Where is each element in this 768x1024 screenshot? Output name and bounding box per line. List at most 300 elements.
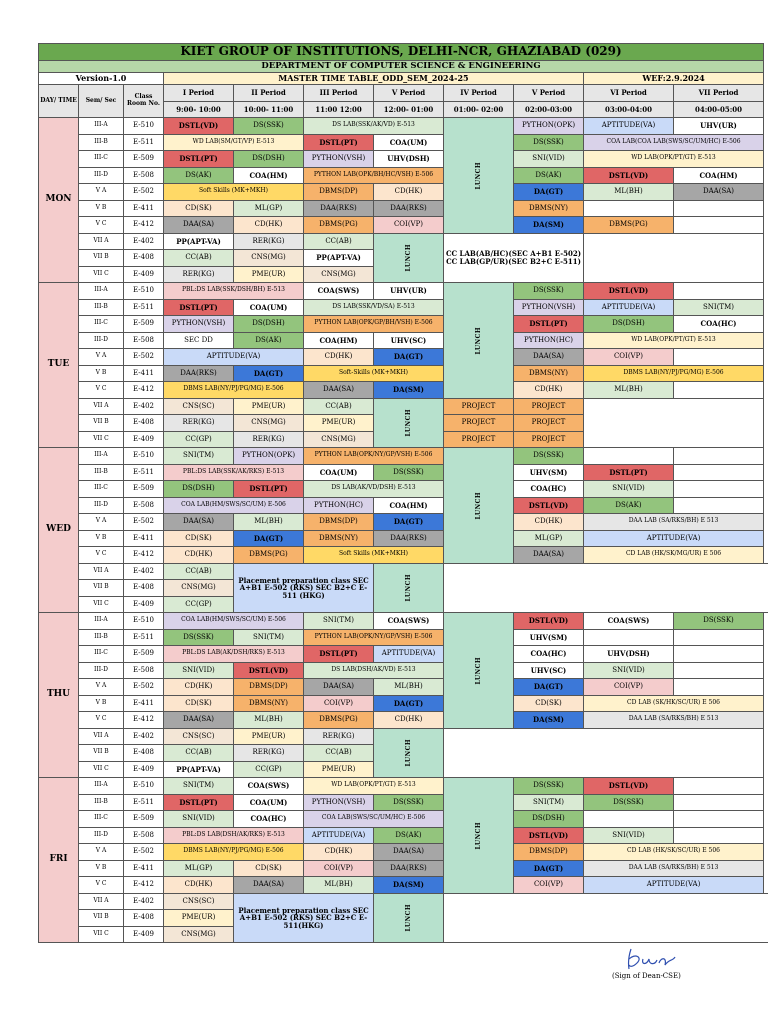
section-cell: V C [79,547,124,564]
period-header: III Period [304,85,374,102]
class-cell: DSTL(VD) [234,662,304,679]
class-cell: APTITUDE(VA) [584,299,674,316]
class-cell: PYTHON(OPK) [234,448,304,465]
room-cell: E-411 [124,860,164,877]
class-cell: PYTHON(OPK) [514,118,584,135]
class-cell: DBMS LAB(NY/PJ/PG/MG) E-506 [164,382,304,399]
class-cell: COA(HC) [514,481,584,498]
section-cell: VII A [79,233,124,250]
class-cell: DAA(SA) [374,844,444,861]
class-cell: DS(SSK) [374,794,444,811]
room-cell: E-508 [124,497,164,514]
class-cell: CD LAB (HK/SK/SC/UR) E 506 [584,844,764,861]
class-cell: APTITUDE(VA) [584,118,674,135]
class-cell: DSTL(VD) [584,778,674,795]
time-header: 03:00-04:00 [584,101,674,118]
section-cell: III-D [79,827,124,844]
section-cell: VII A [79,398,124,415]
class-cell: UHV(UR) [374,283,444,300]
placement-block: Placement preparation class SEC A+B1 E-502 (RKS) SEC B2+C E-511 (HKG) [234,563,374,613]
section-cell: VII C [79,926,124,943]
class-cell: DS(SSK) [514,283,584,300]
empty-cell [674,646,764,663]
class-cell: CD(SK) [164,200,234,217]
room-cell: E-510 [124,613,164,630]
class-cell: PYTHON LAB(OPK/NY/GP/VSH) E-506 [304,629,444,646]
class-cell: DBMS(DP) [234,679,304,696]
class-cell: CNS(MG) [164,926,234,943]
class-cell: CD LAB (HK/SK/MG/UR) E 506 [584,547,764,564]
class-cell: CD(SK) [164,695,234,712]
class-cell: DS(SSK) [514,448,584,465]
class-cell: Soft-Skills (MK+MKH) [304,365,444,382]
section-cell: VII C [79,266,124,283]
class-cell: COA(UM) [234,794,304,811]
class-cell: COA(SWS) [304,283,374,300]
class-cell: PME(UR) [234,398,304,415]
period-header: I Period [164,85,234,102]
class-cell: COA(UM) [234,299,304,316]
section-cell: V B [79,860,124,877]
room-cell: E-402 [124,893,164,910]
class-cell: RER(KG) [304,728,374,745]
class-cell: DSTL(PT) [164,794,234,811]
empty-cell [674,217,764,234]
class-cell: WD LAB(OPK/PT/GT) E-513 [584,332,764,349]
section-cell: III-D [79,662,124,679]
class-cell: DSTL(VD) [584,167,674,184]
section-cell: III-B [79,794,124,811]
day-wed: WED [39,448,79,613]
lunch-label: LUNCH [404,738,412,767]
class-cell: DA(GT) [514,860,584,877]
class-cell: DAA(RKS) [374,200,444,217]
period-header: IV Period [444,85,514,102]
room-cell: E-409 [124,761,164,778]
dean-signature [603,945,723,973]
class-cell: DS(SSK) [164,629,234,646]
room-cell: E-402 [124,728,164,745]
section-cell: III-D [79,167,124,184]
lunch-block [444,613,514,729]
room-cell: E-412 [124,217,164,234]
class-cell: WD LAB(SM/GT/VP) E-513 [164,134,304,151]
lunch-block [374,233,444,283]
empty-cell [674,827,764,844]
lunch-label: LUNCH [474,326,482,355]
class-cell: DA(GT) [234,530,304,547]
class-cell: APTITUDE(VA) [304,827,374,844]
class-cell: CD(HK) [514,382,584,399]
class-cell: DBMS LAB(NY/PJ/PG/MG) E-506 [164,844,304,861]
class-cell: COI(VP) [584,349,674,366]
room-cell: E-509 [124,481,164,498]
class-cell: DAA(SA) [304,382,374,399]
class-cell: UHV(SM) [514,464,584,481]
class-cell: PME(UR) [304,415,374,432]
class-cell: PROJECT [514,415,584,432]
class-cell: DSTL(PT) [514,316,584,333]
class-cell: CD(HK) [374,712,444,729]
class-cell: SEC DD [164,332,234,349]
class-cell: PROJECT [444,398,514,415]
class-cell: DS(DSH) [234,316,304,333]
class-cell: CNS(MG) [234,415,304,432]
empty-cell [584,200,674,217]
class-cell: Soft Skills (MK+MKH) [164,184,304,201]
class-cell: DAA(RKS) [164,365,234,382]
section-cell: VII B [79,745,124,762]
class-cell: PP(APT-VA) [304,250,374,267]
room-cell: E-412 [124,382,164,399]
class-cell: DS LAB(AK/VD/DSH) E-513 [304,481,444,498]
class-cell: DS(AK) [164,167,234,184]
class-cell: DS(DSH) [234,151,304,168]
section-cell: III-C [79,811,124,828]
class-cell: SNI(VID) [584,662,674,679]
class-cell: UHV(UR) [674,118,764,135]
class-cell: RER(KG) [234,233,304,250]
section-cell: III-B [79,629,124,646]
section-cell: V A [79,679,124,696]
class-cell: PYTHON LAB(OPK/BH/HC/VSH) E-506 [304,167,444,184]
section-cell: III-B [79,464,124,481]
class-cell: CD(SK) [164,530,234,547]
class-cell: PYTHON(HC) [514,332,584,349]
class-cell: COA LAB(HM/SWS/SC/UM) E-506 [164,613,304,630]
room-cell: E-509 [124,646,164,663]
class-cell: DA(SM) [374,382,444,399]
class-cell: CC(AB) [164,563,234,580]
signature-caption: (Sign of Dean-CSE) [612,972,681,980]
class-cell: PYTHON(VSH) [514,299,584,316]
room-cell: E-508 [124,332,164,349]
class-cell: PBL:DS LAB(DSH/AK/RKS) E-513 [164,827,304,844]
class-cell: COI(VP) [374,217,444,234]
class-cell: UHV(SC) [514,662,584,679]
class-cell: APTITUDE(VA) [164,349,304,366]
room-cell: E-511 [124,629,164,646]
institute-title: KIET GROUP OF INSTITUTIONS, DELHI-NCR, GHAZIABAD (029) [39,44,764,61]
class-cell: PROJECT [514,431,584,448]
class-cell: SNI(VID) [514,151,584,168]
lunch-block [444,118,514,234]
section-cell: VII C [79,431,124,448]
class-cell: UHV(SC) [374,332,444,349]
class-cell: CC(AB) [304,233,374,250]
version-label: Version-1.0 [39,73,164,85]
section-cell: III-A [79,448,124,465]
class-cell: DAA(SA) [514,349,584,366]
room-cell: E-408 [124,250,164,267]
section-cell: III-C [79,646,124,663]
room-cell: E-511 [124,464,164,481]
class-cell: COI(VP) [514,877,584,894]
room-cell: E-510 [124,283,164,300]
class-cell: DBMS(DP) [304,184,374,201]
class-cell: COA LAB(COA LAB(SWS/SC/UM/HC) E-506 [584,134,764,151]
class-cell: DA(SM) [514,217,584,234]
class-cell: DAA(SA) [164,514,234,531]
section-cell: V A [79,514,124,531]
class-cell: DS(DSH) [514,811,584,828]
room-cell: E-502 [124,184,164,201]
lunch-block [444,283,514,399]
lunch-label: LUNCH [404,243,412,272]
class-cell: COI(VP) [304,695,374,712]
class-cell: CD(SK) [514,695,584,712]
class-cell: DSTL(PT) [164,299,234,316]
empty-cell [674,464,764,481]
class-cell: DA(GT) [374,349,444,366]
class-cell: COI(VP) [584,679,674,696]
section-cell: V C [79,382,124,399]
class-cell: DA(SM) [514,712,584,729]
empty-cell [674,794,764,811]
section-cell: VII B [79,250,124,267]
col-sem-sec: Sem/ Sec [79,85,124,118]
class-cell: CD(HK) [164,877,234,894]
section-cell: V B [79,695,124,712]
class-cell: PYTHON LAB(OPK/NY/GP/VSH) E-506 [304,448,444,465]
room-cell: E-402 [124,233,164,250]
class-cell: SNI(TM) [304,613,374,630]
class-cell: DAA LAB (SA/RKS/BH) E 513 [584,860,764,877]
class-cell: CNS(MG) [234,250,304,267]
time-header: 10:00- 11:00 [234,101,304,118]
class-cell: DA(SM) [374,877,444,894]
room-cell: E-411 [124,530,164,547]
lunch-block [374,563,444,613]
section-cell: VII A [79,893,124,910]
class-cell: DBMS(NY) [304,530,374,547]
section-cell: V C [79,877,124,894]
section-cell: V A [79,349,124,366]
class-cell: DSTL(VD) [164,118,234,135]
class-cell: ML(BH) [234,712,304,729]
class-cell: UHV(DSH) [584,646,674,663]
class-cell: SNI(VID) [164,662,234,679]
class-cell: DS(SSK) [514,778,584,795]
class-cell: ML(BH) [584,382,674,399]
class-cell: DS(SSK) [514,134,584,151]
class-cell: DAA(SA) [674,184,764,201]
room-cell: E-510 [124,448,164,465]
section-cell: V C [79,712,124,729]
class-cell: APTITUDE(VA) [584,530,764,547]
class-cell: CC(AB) [304,745,374,762]
time-header: 11:00 12:00 [304,101,374,118]
class-cell: ML(GP) [234,200,304,217]
time-header: 04:00-05:00 [674,101,764,118]
lunch-label: LUNCH [404,903,412,932]
empty-cell [584,233,764,283]
section-cell: III-B [79,134,124,151]
class-cell: PME(UR) [304,761,374,778]
section-cell: III-D [79,497,124,514]
section-cell: VII C [79,761,124,778]
empty-cell [674,448,764,465]
class-cell: PME(UR) [164,910,234,927]
class-cell: CNS(MG) [164,580,234,597]
section-cell: V B [79,530,124,547]
class-cell: CC(AB) [164,745,234,762]
class-cell: DS(SSK) [674,613,764,630]
col-classroom: Class Room No. [124,85,164,118]
class-cell: CD(HK) [234,217,304,234]
period-header: V Period [374,85,444,102]
room-cell: E-502 [124,679,164,696]
class-cell: DAA LAB (SA/RKS/BH) E 513 [584,514,764,531]
section-cell: III-A [79,778,124,795]
empty-cell [674,629,764,646]
section-cell: VII A [79,728,124,745]
class-cell: CD LAB (SK/HK/SC/UR) E 506 [584,695,764,712]
class-cell: ML(BH) [374,679,444,696]
time-header: 12:00- 01:00 [374,101,444,118]
class-cell: PP(APT-VA) [164,233,234,250]
room-cell: E-511 [124,134,164,151]
room-cell: E-411 [124,695,164,712]
class-cell: ML(GP) [164,860,234,877]
room-cell: E-408 [124,745,164,762]
class-cell: CC(GP) [164,596,234,613]
lunch-block [444,448,514,564]
room-cell: E-509 [124,316,164,333]
empty-cell [444,893,768,943]
class-cell: DSTL(VD) [514,827,584,844]
empty-cell [674,497,764,514]
class-cell: CD(HK) [514,514,584,531]
col-day-time: DAY/ TIME [39,85,79,118]
class-cell: RER(KG) [164,266,234,283]
class-cell: PYTHON(VSH) [304,794,374,811]
class-cell: DAA(RKS) [374,860,444,877]
room-cell: E-502 [124,844,164,861]
section-cell: III-A [79,283,124,300]
empty-cell [584,398,764,448]
room-cell: E-409 [124,596,164,613]
room-cell: E-502 [124,514,164,531]
class-cell: UHV(DSH) [374,151,444,168]
class-cell: DAA(SA) [304,679,374,696]
class-cell: COA LAB(HM/SWS/SC/UM) E-506 [164,497,304,514]
class-cell: DAA(RKS) [374,530,444,547]
room-cell: E-412 [124,877,164,894]
empty-cell [674,200,764,217]
class-cell: CC(GP) [164,431,234,448]
class-cell: CD(HK) [374,184,444,201]
empty-cell [584,811,674,828]
class-cell: DBMS(DP) [514,844,584,861]
class-cell: PROJECT [514,398,584,415]
class-cell: SNI(VID) [164,811,234,828]
room-cell: E-412 [124,712,164,729]
lunch-label: LUNCH [474,656,482,685]
section-cell: VII C [79,596,124,613]
class-cell: DSTL(PT) [164,151,234,168]
time-header: 9:00- 10:00 [164,101,234,118]
empty-cell [674,481,764,498]
class-cell: SNI(TM) [674,299,764,316]
section-cell: III-D [79,332,124,349]
class-cell: SNI(VID) [584,481,674,498]
cc-lab-block: CC LAB(AB/HC)(SEC A+B1 E-502) CC LAB(GP/UR)(SEC B2+C E-511) [444,233,584,283]
class-cell: CD(SK) [234,860,304,877]
class-cell: WD LAB(OPK/PT/GT) E-513 [304,778,444,795]
class-cell: SNI(VID) [584,827,674,844]
room-cell: E-511 [124,794,164,811]
section-cell: VII B [79,910,124,927]
class-cell: CD(HK) [164,679,234,696]
class-cell: PYTHON(VSH) [164,316,234,333]
class-cell: Soft Skills (MK+MKH) [304,547,444,564]
lunch-block [374,728,444,778]
class-cell: CC(AB) [164,250,234,267]
class-cell: DBMS(PG) [304,217,374,234]
period-header: II Period [234,85,304,102]
class-cell: DAA(RKS) [304,200,374,217]
class-cell: CNS(SC) [164,893,234,910]
empty-cell [584,629,674,646]
class-cell: DBMS(NY) [514,365,584,382]
class-cell: COA LAB(SWS/SC/UM/HC) E-506 [304,811,444,828]
class-cell: DAA(SA) [164,712,234,729]
class-cell: ML(BH) [234,514,304,531]
lunch-block [444,778,514,894]
class-cell: COA(HM) [234,167,304,184]
empty-cell [674,283,764,300]
class-cell: CNS(SC) [164,728,234,745]
timetable [38,43,768,943]
class-cell: CC(AB) [304,398,374,415]
class-cell: DBMS LAB(NY/PJ/PG/MG) E-506 [584,365,764,382]
class-cell: DBMS(NY) [514,200,584,217]
class-cell: SNI(TM) [234,629,304,646]
class-cell: PROJECT [444,431,514,448]
section-cell: III-A [79,613,124,630]
empty-cell [674,382,764,399]
day-mon: MON [39,118,79,283]
class-cell: DS(AK) [234,332,304,349]
class-cell: ML(BH) [584,184,674,201]
class-cell: DS(AK) [374,827,444,844]
class-cell: COA(HC) [514,646,584,663]
empty-cell [444,563,768,613]
section-cell: V A [79,184,124,201]
room-cell: E-412 [124,547,164,564]
class-cell: CNS(SC) [164,398,234,415]
class-cell: DBMS(NY) [234,695,304,712]
room-cell: E-411 [124,200,164,217]
empty-cell [584,448,674,465]
class-cell: DS(SSK) [234,118,304,135]
class-cell: DA(GT) [514,679,584,696]
room-cell: E-402 [124,398,164,415]
class-cell: DSTL(PT) [584,464,674,481]
class-cell: PME(UR) [234,728,304,745]
lunch-block [374,893,444,943]
class-cell: DAA(SA) [234,877,304,894]
class-cell: DAA(SA) [164,217,234,234]
room-cell: E-409 [124,431,164,448]
time-header: 02:00-03:00 [514,101,584,118]
period-header: VI Period [584,85,674,102]
class-cell: DA(GT) [514,184,584,201]
class-cell: RER(KG) [234,431,304,448]
wef-date: WEF:2.9.2024 [584,73,764,85]
class-cell: DS(AK) [514,167,584,184]
